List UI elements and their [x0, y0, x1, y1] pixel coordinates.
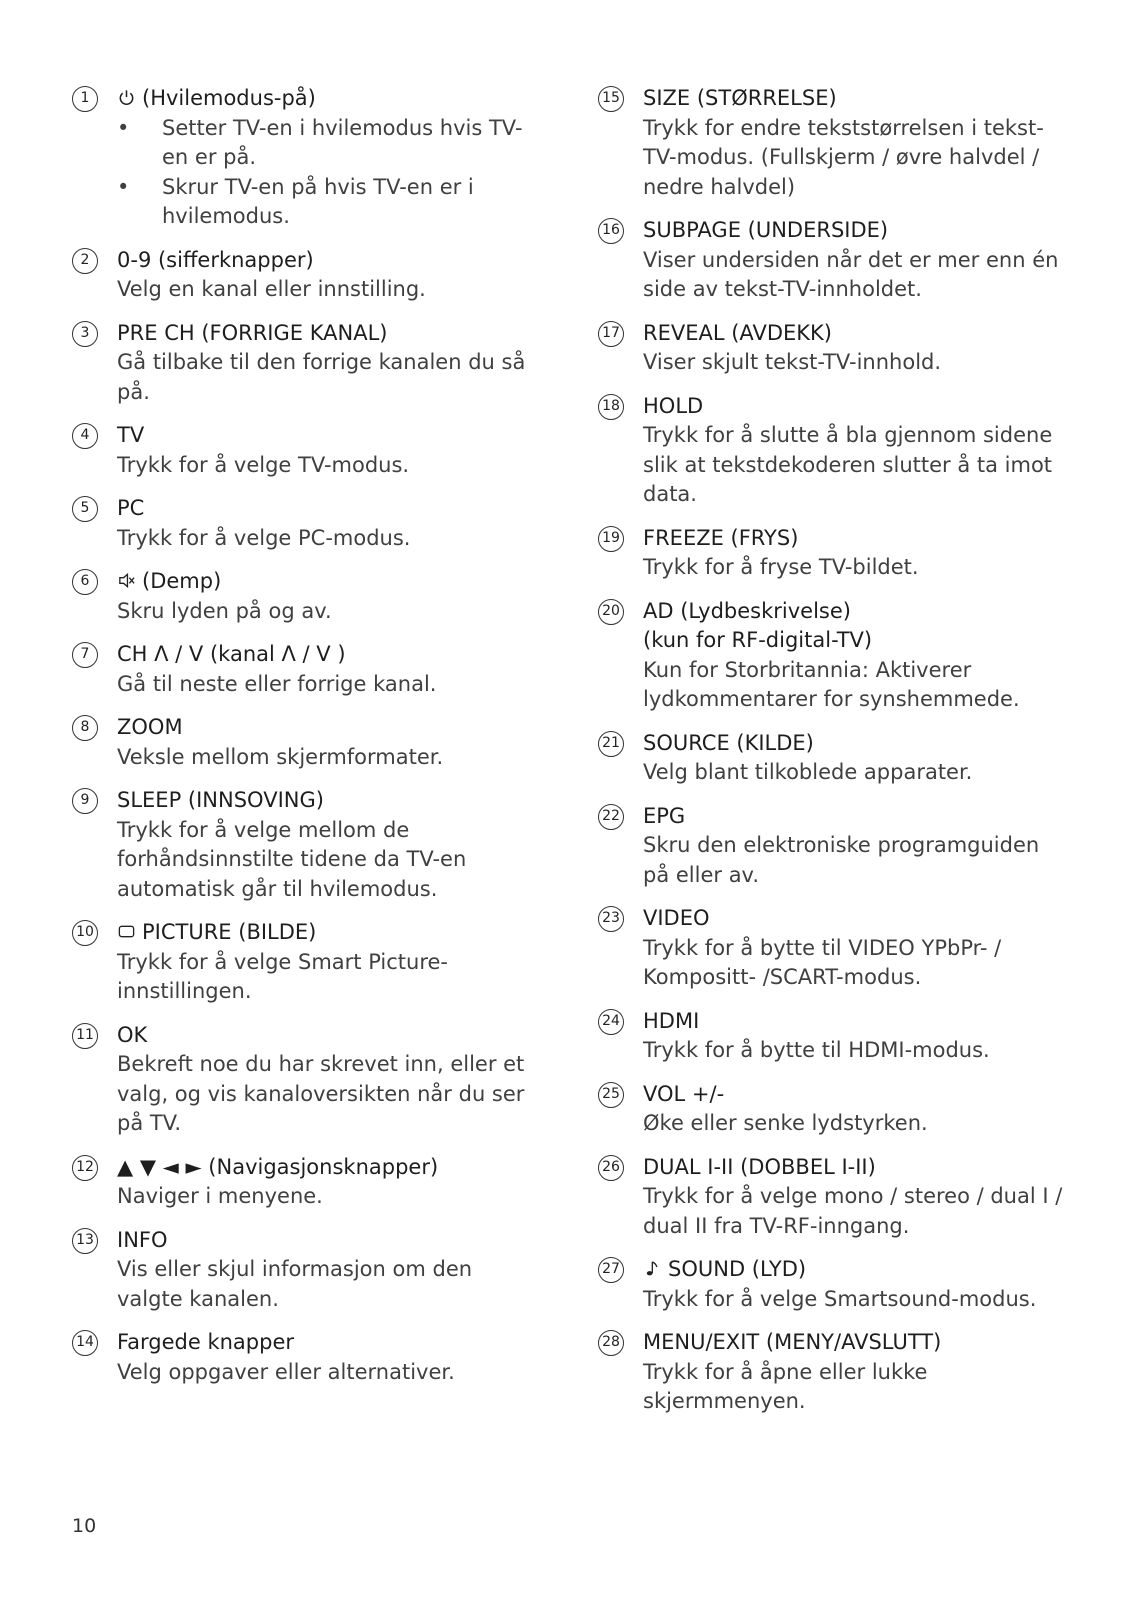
item-description: Viser skjult tekst-TV-innhold.: [643, 350, 942, 374]
item-title-line: [643, 904, 1068, 934]
item-description: Trykk for å velge mellom de forhåndsinnstilte tidene da TV-en automatisk går til hvilemodus.: [117, 817, 467, 901]
item-title-line: [117, 1226, 542, 1256]
item-number-badge: 10: [72, 920, 98, 946]
item-description: Trykk for å slutte å bla gjennom sidene slik at tekstdekoderen slutter å ta imot data.: [643, 423, 1053, 506]
item-description: Trykk for å fryse TV-bildet.: [643, 555, 919, 579]
item-content: [117, 1153, 438, 1212]
item-title: SLEEP (INNSOVING): [117, 788, 324, 812]
item-number-badge: 24: [598, 1009, 624, 1035]
mute-icon: [117, 569, 142, 593]
item-title: SOUND (LYD): [668, 1257, 807, 1281]
item-title-line: [117, 713, 443, 743]
picture-icon: [117, 920, 142, 944]
item-title: SOURCE (KILDE): [643, 730, 814, 755]
item-content: [643, 392, 1068, 510]
item-content: [643, 1328, 1068, 1417]
list-item: [598, 597, 1068, 715]
list-item: [598, 1080, 1068, 1139]
list-item: [72, 494, 542, 553]
power-icon: [117, 86, 142, 110]
item-content: [117, 567, 332, 626]
item-description: Veksle mellom skjermformater.: [117, 744, 444, 769]
item-title-line: [117, 494, 410, 524]
item-number-badge: 3: [72, 321, 98, 347]
item-content: [117, 1226, 542, 1315]
item-number-badge: 8: [72, 715, 98, 741]
item-title-line: [643, 597, 1068, 627]
item-title-secondary: (kun for RF-digital-TV): [643, 628, 873, 652]
list-item: [598, 319, 1068, 378]
item-title: DUAL I-II (DOBBEL I-II): [643, 1154, 876, 1179]
item-title: (Demp): [142, 569, 222, 593]
item-number-badge: 7: [72, 642, 98, 668]
item-number-badge: 14: [72, 1330, 98, 1356]
item-description: Skru lyden på og av.: [117, 598, 332, 623]
item-content: [117, 84, 542, 232]
item-title-line: [117, 319, 542, 349]
item-description: Øke eller senke lydstyrken.: [643, 1111, 928, 1135]
item-title: MENU/EXIT (MENY/AVSLUTT): [643, 1330, 942, 1354]
item-number-badge: 22: [598, 804, 624, 830]
item-title: SUBPAGE (UNDERSIDE): [643, 218, 889, 242]
item-title-line: [117, 567, 332, 597]
item-title: HOLD: [643, 393, 704, 418]
item-title-line: [643, 802, 1068, 832]
item-title: TV: [117, 423, 145, 447]
item-content: [117, 918, 542, 1007]
list-item: [72, 1153, 542, 1212]
item-number-badge: 11: [72, 1023, 98, 1049]
item-title: PICTURE (BILDE): [142, 920, 317, 944]
item-number-badge: 27: [598, 1257, 624, 1283]
list-item: [598, 524, 1068, 583]
item-title-line: [643, 1080, 928, 1110]
item-description: Trykk for å velge PC-modus.: [117, 525, 411, 550]
list-item: [598, 84, 1068, 202]
item-content: [643, 84, 1068, 202]
item-number-badge: 20: [598, 599, 624, 625]
item-description: Trykk for å bytte til VIDEO YPbPr- / Kompositt- /SCART-modus.: [643, 935, 1002, 989]
bullet-item: [117, 173, 542, 232]
item-number-badge: 18: [598, 394, 624, 420]
list-item: [598, 1007, 1068, 1066]
list-item: [72, 84, 542, 232]
item-title: OK: [117, 1022, 148, 1047]
item-content: [117, 713, 443, 772]
item-description: Skru den elektroniske programguiden på eller av.: [643, 833, 1040, 887]
item-title-line: [117, 1153, 438, 1183]
list-item: [598, 216, 1068, 305]
list-item: [72, 1328, 542, 1387]
item-number-badge: 5: [72, 496, 98, 522]
list-item: [598, 729, 1068, 788]
item-content: [643, 216, 1068, 305]
item-number-badge: 2: [72, 248, 98, 274]
item-description: Kun for Storbritannia: Aktiverer lydkommentarer for synshemmede.: [643, 657, 1020, 711]
item-title: PRE CH (FORRIGE KANAL): [117, 320, 388, 345]
list-item: [598, 904, 1068, 993]
item-description: Trykk for å bytte til HDMI-modus.: [643, 1038, 990, 1062]
bullet-text: Skrur TV-en på hvis TV-en er i hvilemodus.: [162, 174, 474, 228]
item-content: [117, 319, 542, 408]
item-title: Fargede knapper: [117, 1330, 295, 1354]
item-title-line: [643, 1328, 1068, 1358]
item-number-badge: 4: [72, 423, 98, 449]
item-title: SIZE (STØRRELSE): [643, 86, 837, 110]
item-description: Gå til neste eller forrige kanal.: [117, 671, 437, 696]
list-item: [72, 319, 542, 408]
list-item: [72, 786, 542, 904]
item-content: [117, 246, 426, 305]
item-description: Viser undersiden når det er mer enn én side av tekst-TV-innholdet.: [643, 247, 1059, 301]
item-number-badge: 21: [598, 731, 624, 757]
item-title: VOL +/-: [643, 1081, 725, 1106]
item-title-line: [117, 246, 426, 276]
item-title: REVEAL (AVDEKK): [643, 320, 832, 345]
item-title: INFO: [117, 1227, 168, 1252]
item-content: [643, 1153, 1068, 1242]
item-number-badge: 13: [72, 1228, 98, 1254]
item-content: [643, 524, 919, 583]
page-number: 10: [72, 1515, 97, 1537]
item-description: Trykk for å velge mono / stereo / dual I / dual II fra TV-RF-inngang.: [643, 1184, 1063, 1238]
item-title-line: [643, 1255, 1036, 1285]
list-item: [72, 1021, 542, 1139]
item-number-badge: 19: [598, 526, 624, 552]
item-description: Trykk for å velge Smart Picture-innstillingen.: [117, 949, 448, 1003]
item-title: 0-9 (sifferknapper): [117, 247, 314, 272]
item-content: [117, 494, 410, 553]
item-title: (Hvilemodus-på): [142, 86, 316, 110]
list-item: [598, 1328, 1068, 1417]
item-title-line: [643, 319, 941, 349]
list-item: [598, 1153, 1068, 1242]
item-description: Trykk for å åpne eller lukke skjermmenyen.: [643, 1359, 928, 1413]
item-description: Velg en kanal eller innstilling.: [117, 277, 426, 301]
item-title-line: [643, 1007, 990, 1037]
list-item: [72, 918, 542, 1007]
list-item: [598, 392, 1068, 510]
item-title: VIDEO: [643, 906, 710, 930]
item-description: Vis eller skjul informasjon om den valgte kanalen.: [117, 1257, 473, 1311]
item-description: Trykk for å velge Smartsound-modus.: [643, 1286, 1037, 1311]
bullet-text: Setter TV-en i hvilemodus hvis TV-en er på.: [162, 115, 523, 169]
item-description: Trykk for endre tekststørrelsen i tekst-TV-modus. (Fullskjerm / øvre halvdel / nedre halvdel): [643, 115, 1044, 199]
list-item: [72, 246, 542, 305]
bullet-dot-icon: •: [117, 174, 130, 199]
item-number-badge: 15: [598, 86, 624, 112]
item-title-line: [643, 84, 1068, 114]
item-title-line: [117, 1328, 455, 1358]
item-title: HDMI: [643, 1008, 700, 1033]
item-content: [117, 1328, 455, 1387]
item-title: AD (Lydbeskrivelse): [643, 598, 851, 623]
item-number-badge: 23: [598, 906, 624, 932]
item-title-line: [643, 524, 919, 554]
item-content: [643, 597, 1068, 715]
list-item: [598, 802, 1068, 891]
item-content: [117, 786, 542, 904]
list-item: [598, 1255, 1068, 1314]
item-title: FREEZE (FRYS): [643, 525, 799, 550]
list-item: [72, 640, 542, 699]
item-content: [643, 729, 972, 788]
list-item: [72, 567, 542, 626]
item-number-badge: 6: [72, 569, 98, 595]
item-content: [643, 1007, 990, 1066]
item-number-badge: 16: [598, 218, 624, 244]
item-title: PC: [117, 496, 145, 520]
item-description: Velg blant tilkoblede apparater.: [643, 760, 973, 784]
item-content: [643, 1080, 928, 1139]
item-description: Trykk for å velge TV-modus.: [117, 452, 410, 477]
item-title-line: [117, 786, 542, 816]
list-item: [72, 421, 542, 480]
item-title: ▲ ▼ ◄ ► (Navigasjonsknapper): [117, 1154, 439, 1179]
item-content: [643, 319, 941, 378]
item-title-line: [643, 1153, 1068, 1183]
item-title-line: [117, 640, 436, 670]
item-description: Naviger i menyene.: [117, 1184, 323, 1208]
item-description: Bekreft noe du har skrevet inn, eller et valg, og vis kanaloversikten når du ser på TV.: [117, 1052, 525, 1135]
item-number-badge: 25: [598, 1082, 624, 1108]
item-number-badge: 9: [72, 788, 98, 814]
item-title-line: [117, 918, 542, 948]
item-title: EPG: [643, 803, 686, 828]
right-column: [598, 84, 1068, 1431]
list-item: [72, 713, 542, 772]
music-note-icon: [643, 1257, 668, 1281]
item-title-line: [643, 216, 1068, 246]
item-number-badge: 1: [72, 86, 98, 112]
item-content: [643, 1255, 1036, 1314]
item-title: CH Λ / V (kanal Λ / V ): [117, 642, 346, 666]
item-title-line: [643, 729, 972, 759]
item-description: Velg oppgaver eller alternativer.: [117, 1359, 455, 1384]
list-item: [72, 1226, 542, 1315]
item-title-line: [117, 84, 542, 114]
item-number-badge: 28: [598, 1330, 624, 1356]
bullet-dot-icon: •: [117, 115, 130, 140]
item-content: [117, 1021, 542, 1139]
item-title-line: [643, 392, 1068, 422]
item-title-line: [117, 421, 409, 451]
item-number-badge: 12: [72, 1155, 98, 1181]
item-title: ZOOM: [117, 715, 183, 739]
item-content: [643, 802, 1068, 891]
item-title-line: [117, 1021, 542, 1051]
item-content: [117, 640, 436, 699]
item-content: [117, 421, 409, 480]
item-content: [643, 904, 1068, 993]
bullet-list: [117, 114, 542, 232]
item-number-badge: 17: [598, 321, 624, 347]
left-column: [72, 84, 542, 1401]
item-description: Gå tilbake til den forrige kanalen du så på.: [117, 350, 526, 404]
bullet-item: [117, 114, 542, 173]
item-number-badge: 26: [598, 1155, 624, 1181]
